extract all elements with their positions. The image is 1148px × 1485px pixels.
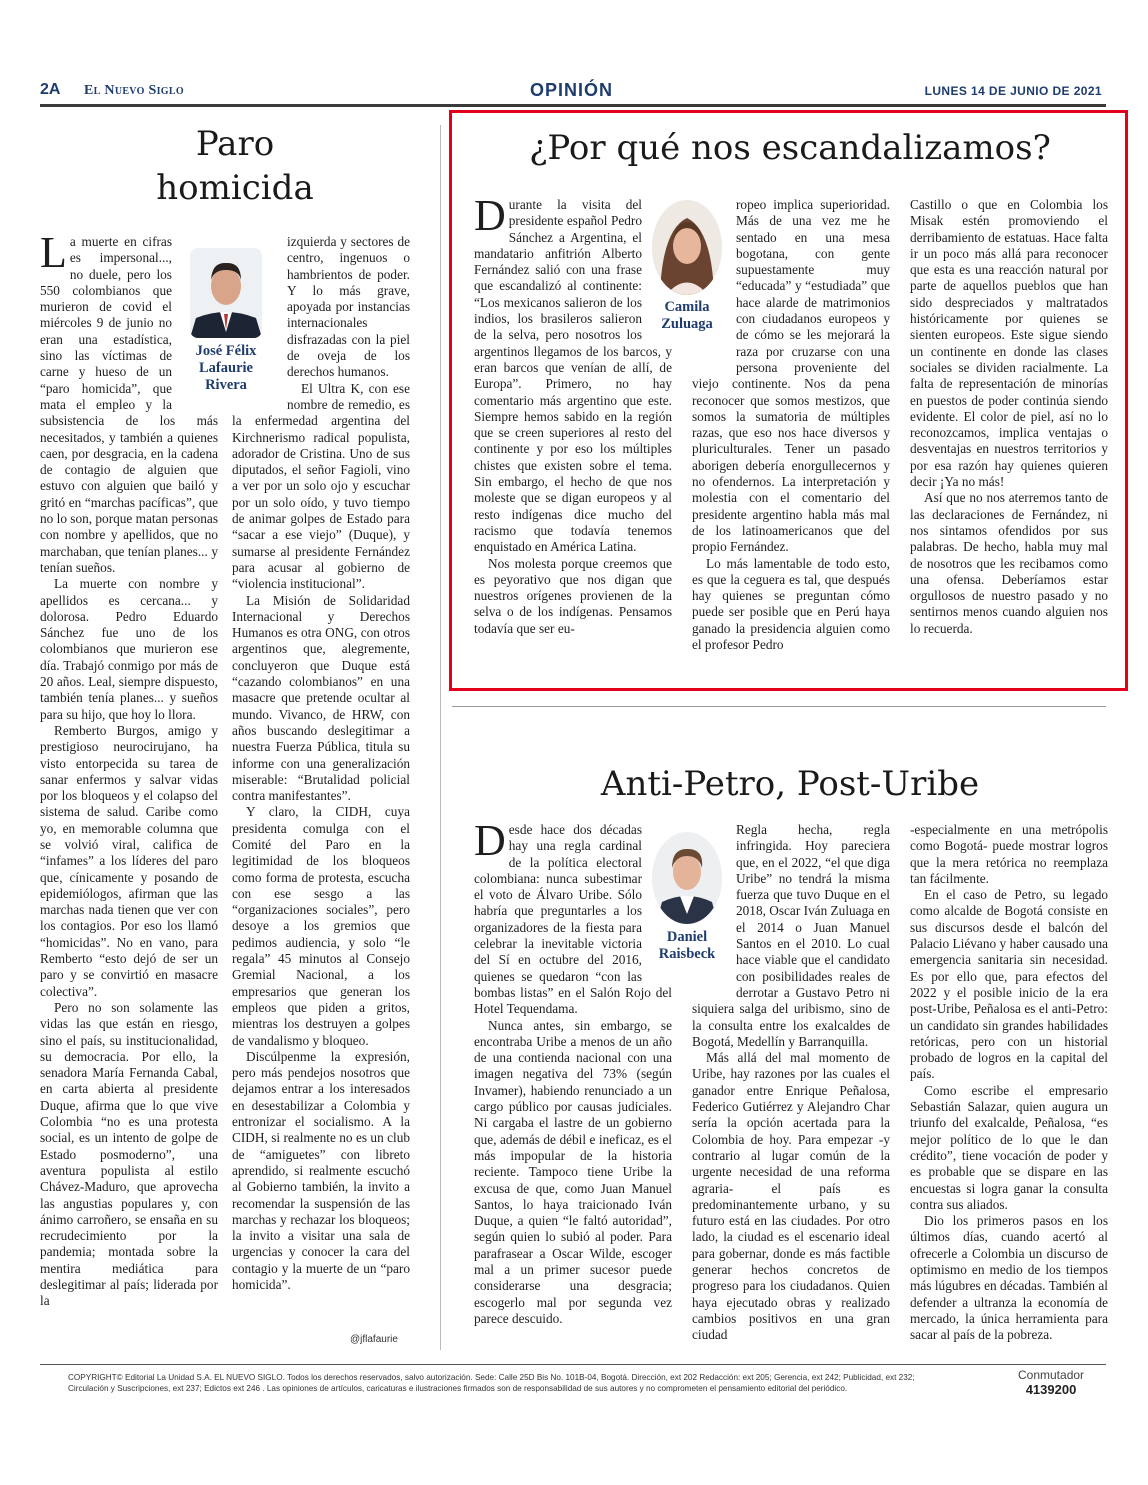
drop-cap: D <box>474 822 506 865</box>
article-paro-homicida <box>40 122 430 210</box>
photo-spacer <box>642 822 672 972</box>
paragraph: Lo más lamentable de todo esto, es que la ceguera es tal, que después hay quienes se preguntan cómo puede ser posible que en Perú haya ganado la presidencia alguien como el profesor Pedro <box>692 555 890 653</box>
switchboard-number: 4139200 <box>1025 1382 1077 1397</box>
switchboard-label: Conmutador <box>1018 1368 1085 1382</box>
author-name-line: Rivera <box>205 377 247 393</box>
paragraph: Nunca antes, sin embargo, se encontraba Uribe a menos de un año de una contienda nacional con una imagen negativa del 73% (según Invamer), habiendo renunciado a un cargo público por causas judiciales. Ni cargaba el lastre de un gobierno que, además de débil e ineficaz, es el más impopular de la historia reciente. Tampoco tiene Uribe la excusa de que, como Juan Manuel Santos, lo haya traicionado Iván Duque, a quien “le faltó autoridad”, según quien lo subió al poder. Para parafrasear a Oscar Wilde, escoger mal a un primer sucesor puede considerarse una desgracia; escogerlo mal por segunda vez parece descuido. <box>474 1017 672 1326</box>
article-column <box>910 197 1108 661</box>
paragraph: Dio los primeros pasos en los últimos días, cuando acertó al ofrecerle a Colombia un discurso de optimismo en medio de los tiempos más lúgubres en décadas. También al defender a ultranza la economía de mercado, la única herramienta para sacar al país de la pobreza. <box>910 1213 1108 1343</box>
footer-line: Circulación y Suscripciones, ext 237; Edictos ext 246 . Las opiniones de artículos, caricaturas e ilustraciones firmados son de responsabilidad de sus autores y no comprometen el pensamiento editorial del periódico. <box>68 1384 848 1393</box>
newspaper-name: El Nuevo Siglo <box>84 83 184 98</box>
paragraph: -especialmente en una metrópolis como Bogotá- puede mostrar logros que la mera retórica no reemplaza tan fácilmente. <box>910 822 1108 886</box>
photo-spacer <box>692 822 736 986</box>
paragraph-text: a muerte en cifras es impersonal..., no duele, pero los 550 colombianos que murieron de covid el miércoles 9 de junio no eran una estadística, sino las víctimas de carne y hueso de un “paro homicida”, que mata el empleo y la subsistencia de los más necesitados, y también a quienes caen, por desgracia, en la cadena de contagio de alguien que estuvo con alguien que bailó y gritó en “marchas pacíficas”, que no lo son, porque matan personas con nombre y apellidos, que no marchaban, que tenían planes... y tenían sueños. <box>40 234 218 575</box>
page-header <box>40 80 1106 107</box>
photo-spacer <box>692 197 736 375</box>
section-title: OPINIÓN <box>530 80 614 100</box>
paragraph: ropeo implica superioridad. Más de una vez me he sentado en una mesa bogotana, con gente supuestamente muy “educada” y “estudiada” que hace alarde de matrimonios con ciudadanos europeos y de cómo se les mejorará la raza por cruzarse con una persona proveniente del viejo continente. Nos da pena reconocer que somos mestizos, que somos la sumatoria de múltiples razas, que eso nos hace diversos y pluriculturales. Tener un pasado aborigen debería enorgullecernos y no ofendernos. La interpretación y molestia con el comentario del presidente argentino habla más mal de los latinoamericanos que del propio Fernández. <box>692 197 890 555</box>
article-column <box>474 197 672 661</box>
drop-cap: L <box>40 234 67 277</box>
paragraph: Más allá del mal momento de Uribe, hay razones por las cuales el ganador entre Enrique Peñalosa, Federico Gutiérrez y Alejandro Char sería la opción acertada para la Colombia de hoy. Para empezar -y contrario al lugar común de la urgente necesidad de una reforma agraria- el país es predominantemente urbano, y su futuro está en las ciudades. Por otro lado, la ciudad es el escenario ideal para gobernar, donde es más factible generar hechos concretos de progreso para los ciudadanos. Quien haya ejecutado obras y realizado cambios positivos en una gran ciudad <box>692 1050 890 1343</box>
paragraph: Y claro, la CIDH, cuya presidenta comulga con el Comité del Paro en la legitimidad de los bloqueos como forma de protesta, escucha con ese sesgo a las “organizaciones sociales”, pero desoye a los gremios que pedimos audiencia, y solo “le regala” 45 minutos al Consejo Gremial Nacional, a los empresarios que generan los empleos que piden a gritos, mientras los destruyen a golpes de vandalismo y bloqueo. <box>232 804 410 1048</box>
paragraph-text: esde hace dos décadas hay una regla cardinal de la política electoral colombiana: nunca subestimar el voto de Álvaro Uribe. Sólo habría que preguntarles a los organizadores de la fiesta para celebrar la inevitable victoria del Sí en octubre del 2016, quienes se quedaron “con las bombas listas” en el Salón Rojo del Hotel Tequendama. <box>474 822 672 1017</box>
article-column <box>910 822 1108 1350</box>
photo-spacer <box>232 234 287 402</box>
switchboard-info <box>1018 1368 1084 1397</box>
article-column <box>692 822 890 1350</box>
title-line: Paro <box>195 124 275 164</box>
author-name-line: Lafaurie <box>199 360 253 376</box>
article-title <box>40 122 430 210</box>
paragraph: Nos molesta porque creemos que es peyorativo que nos digan que nuestros orígenes provienen de la selva o de los indígenas. Pensamos todavía que ser eu- <box>474 555 672 636</box>
paragraph-text: urante la visita del presidente español Pedro Sánchez a Argentina, el mandatario anfitrión Alberto Fernández salió con una frase que escandalizó al continente: “Los mexicanos salieron de los indios, los brasileros salieron de la selva, pero nosotros los argentinos llegamos de los barcos, y eran barcos que venían de allí, de Europa”. Primero, no hay comentario más argentino que este. Siempre hemos sabido en la región que se creen superiores al resto del continente y por eso los múltiples chistes que existen sobre el tema. Sin embargo, el hecho de que nos moleste que se digan europeos y al resto indígenas dice mucho del racismo que todavía tenemos enquistado en América Latina. <box>474 197 672 555</box>
author-name-line: Raisbeck <box>658 946 716 962</box>
paragraph: El Ultra K, con ese nombre de remedio, es la enfermedad argentina del Kirchnerismo radical populista, adorador de Cristina. Uno de sus diputados, el señor Fagioli, vino a ver por un solo ojo y escuchar por un solo oído, y tuvo tiempo de animar golpes de Estado para “sacar a ese viejo” (Duque), y sumarse al presidente Fernández para acusar al gobierno de “violencia institucional”. <box>232 380 410 592</box>
article-column <box>232 234 410 1334</box>
article-column <box>40 234 218 1346</box>
copyright-footer <box>68 1372 968 1394</box>
title-line: homicida <box>156 168 314 208</box>
footer-divider <box>40 1364 1106 1365</box>
paragraph: izquierda y sectores de centro, ingenuos o hambrientos de poder. Y lo más grave, apoyada por instancias internacionales disfrazadas con la piel de oveja de los derechos humanos. <box>287 234 410 380</box>
paragraph: Discúlpenme la expresión, pero más pendejos nosotros que dejamos entrar a los interesados en desestabilizar a Colombia y entronizar el socialismo. A la CIDH, si realmente no es un club de “amiguetes” con libreto aprendido, si realmente escuchó al Gobierno también, la invito a recomendar la suspensión de las marchas y rechazar los bloqueos; la invito a visitar una sala de urgencias y conocer la cara del contagio y la muerte de un “paro homicida”. <box>232 1048 410 1292</box>
paragraph: En el caso de Petro, su legado como alcalde de Bogotá consiste en sus discursos desde el balcón del Palacio Liévano y haber causado una emergencia sanitaria sin necesidad. Es por ello que, para efectos del 2022 y el posible inicio de la era post-Uribe, Peñalosa es el anti-Petro: un candidato sin grandes habilidades retóricas, pero con un historial probado de logros en la capital del país. <box>910 887 1108 1082</box>
author-name-line: Camila <box>664 299 710 315</box>
footer-line: COPYRIGHT© Editorial La Unidad S.A. EL NUEVO SIGLO. Todos los derechos reservados, salvo autorización. Sede: Calle 25D Bis No. 101B-04, Bogotá. Dirección, ext 202 Redacción: ext 205; Gerencia, ext 242; Publicidad, ext 232; <box>68 1373 915 1382</box>
paragraph: Remberto Burgos, amigo y prestigioso neurocirujano, ha visto entorpecida su tarea de sanar enfermos y salvar vidas por los bloqueos y el colapso del sistema de salud. Caribe como yo, en memorable columna que se volvió viral, califica de “infames” a los líderes del paro que, cínicamente y posando de epidemiólogos, afirman que las marchas nada tienen que ver con los contagios. Por eso los llamó “homicidas”. No en vano, para Remberto “esto dejó de ser un paro y se convirtió en masacre colectiva”. <box>40 722 218 999</box>
article-column <box>474 822 672 1350</box>
photo-spacer <box>642 197 672 342</box>
paragraph: La muerte con nombre y apellidos es cercana... y dolorosa. Pedro Eduardo Sánchez fue uno de los colombianos que murieron ese día. Trabajó conmigo por más de 20 años. Leal, siempre dispuesto, también tenía planes... y sueños para su hijo, que hoy lo llora. <box>40 576 218 722</box>
paragraph: Regla hecha, regla infringida. Hoy pareciera que, en el 2022, “el que diga Uribe” no tendrá la misma fuerza que tuvo Duque en el 2018, Oscar Iván Zuluaga en el 2014 o Juan Manuel Santos en el 2010. Lo cual hace viable que el candidato con posibilidades reales de derrotar a Gustavo Petro ni siquiera salga del uribismo, sino de la consulta entre los exalcaldes de Bogotá, Medellín y Barranquilla. <box>692 822 890 1049</box>
photo-spacer <box>172 234 218 404</box>
drop-cap: D <box>474 197 506 240</box>
article-title: ¿Por qué nos escandalizamos? <box>529 128 1051 168</box>
paragraph: Así que no nos aterremos tanto de las declaraciones de Fernández, ni nos sintamos ofendidos por sus palabras. De hecho, habla muy mal de nosotros que les recibamos como una ofensa. Deberíamos estar orgullosos de nuestro pasado y no sentirnos menos cuando alguien nos lo recuerda. <box>910 490 1108 636</box>
paragraph: Como escribe el empresario Sebastián Salazar, quien augura un triunfo del exalcalde, Peñalosa, “es mejor político de lo que le dan crédito”, tiene vocación de poder y es probable que se dispare en las encuestas si logra ganar la consulta contra sus aliados. <box>910 1082 1108 1212</box>
author-handle: @jflafaurie <box>350 1334 398 1345</box>
author-name-line: Zuluaga <box>661 316 713 332</box>
column-divider <box>440 125 441 1350</box>
paragraph: La Misión de Solidaridad Internacional y Derechos Humanos es otra ONG, con otros argentinos que, alegremente, concluyeron que Duque está “cazando colombianos” en una masacre que pretende ocultar al mundo. Vivanco, de HRW, con años buscando deslegitimar a nuestra Fuerza Pública, titula su informe con una generalización miserable: “Brutalidad policial contra manifestantes”. <box>232 592 410 804</box>
section-divider <box>452 706 1106 707</box>
article-title: Anti-Petro, Post-Uribe <box>600 764 980 804</box>
paragraph: Pero no son solamente las vidas las que están en riesgo, sino el país, su institucionalidad, su democracia. Por ello, la senadora María Fernanda Cabal, en carta abierta al presidente Duque, afirma que lo que vive Colombia “no es una protesta social, es un intento de golpe de Estado posmoderno”, una aventura populista al estilo Chávez-Maduro, que aprovecha las angustias populares y, con ánimo carroñero, se ensaña en su recrudecimiento por la pandemia; montada sobre la mentira mediática para deslegitimar al país; liderada por la <box>40 999 218 1309</box>
author-name-line: Daniel <box>666 929 708 945</box>
page-number: 2A <box>40 81 61 98</box>
issue-date: LUNES 14 DE JUNIO DE 2021 <box>924 84 1102 98</box>
article-column <box>692 197 890 661</box>
paragraph: Castillo o que en Colombia los Misak estén promoviendo el derribamiento de estatuas. Hace falta ir un poco más allá para reconocer que esta es una reacción natural por parte de aquellos pueblos que han sido despreciados y maltratados históricamente por quienes se sienten europeos. Este sigue siendo un continente en donde las clases sociales se dividen racialmente. La falta de representación de minorías en puestos de poder continúa siendo evidente. El color de piel, así no lo reconozcamos, implica ventajas o desventajas en nuestros territorios y por esa razón hay quienes quieren decir ¡Ya no más! <box>910 197 1108 490</box>
author-name-line: José Félix <box>195 343 257 359</box>
